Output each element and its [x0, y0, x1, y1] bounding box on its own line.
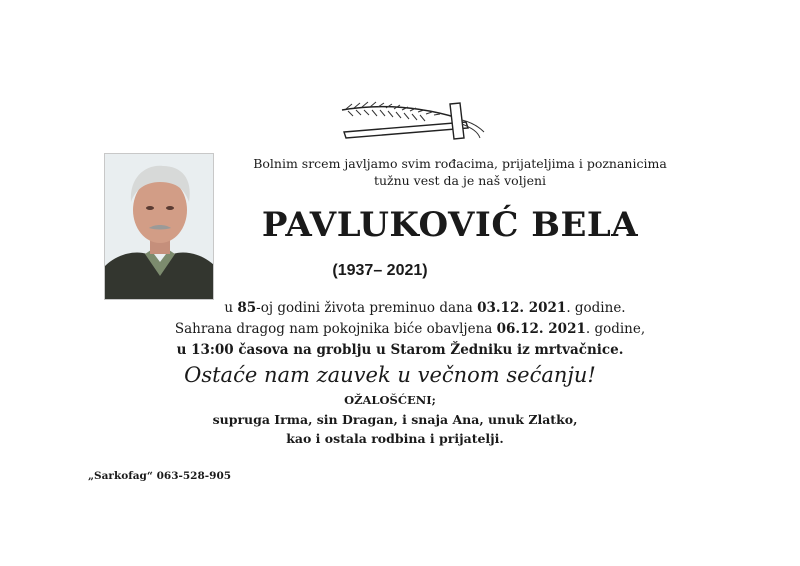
text-fragment: . godine,	[585, 321, 646, 337]
intro-line-1: Bolnim srcem javljamo svim rođacima, prijateljima i poznanicima	[253, 156, 667, 171]
funeral-agency: „Sarkofag“ 063-528-905	[88, 470, 232, 482]
family-line-2: kao i ostala rodbina i prijatelji.	[286, 431, 504, 446]
family-line-1: supruga Irma, sin Dragan, i snaja Ana, unuk Zlatko,	[212, 412, 578, 427]
intro-line-2: tužnu vest da je naš voljeni	[373, 173, 547, 188]
death-date: 03.12. 2021	[477, 300, 567, 316]
text-fragment: u	[224, 300, 238, 316]
announcement-intro	[240, 155, 680, 189]
portrait-photo	[104, 153, 214, 300]
text-fragment: -oj godini života preminuo dana	[256, 300, 478, 316]
cross-with-palm-icon	[338, 98, 490, 142]
mourners-label: OŽALOŠĆENI;	[344, 393, 436, 407]
funeral-info-line	[150, 321, 670, 337]
text-fragment: . godine.	[566, 300, 626, 316]
deceased-name: PAVLUKOVIĆ BELA	[261, 205, 639, 245]
life-years: (1937– 2021)	[332, 262, 428, 279]
age: 85	[237, 300, 257, 316]
funeral-location-line: u 13:00 časova na groblju u Starom Žedniku iz mrtvačnice.	[176, 342, 624, 358]
funeral-date: 06.12. 2021	[496, 321, 586, 337]
death-info-line	[170, 300, 680, 316]
memorial-motto: Ostaće nam zauvek u večnom sećanju!	[184, 363, 596, 387]
text-fragment: Sahrana dragog nam pokojnika biće obavljena	[174, 321, 497, 337]
